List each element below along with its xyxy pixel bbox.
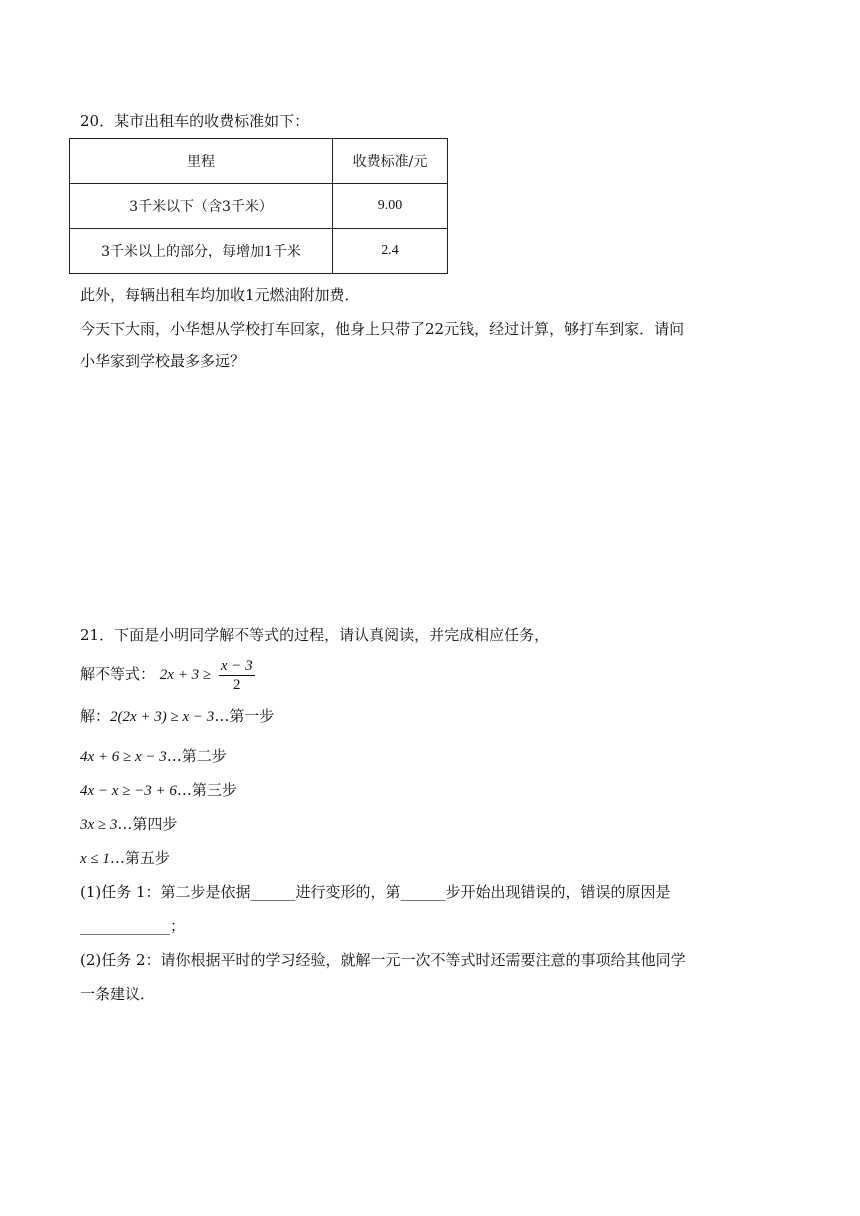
solve-prefix: 解不等式：	[80, 665, 156, 683]
q21-inequality	[80, 654, 255, 694]
cell-mileage: 3千米以上的部分，每增加1千米	[70, 229, 333, 274]
fraction-denominator: 2	[232, 676, 241, 693]
q20-question-line2: 小华家到学校最多多远？	[80, 352, 246, 370]
q21-intro: 21．下面是小明同学解不等式的过程，请认真阅读，并完成相应任务，	[80, 626, 550, 644]
step-math: 2(2x + 3) ≥ x − 3	[110, 709, 215, 725]
solution-step-4	[80, 813, 177, 834]
task2-line2: 一条建议．	[80, 985, 156, 1003]
inequality-fraction	[219, 657, 255, 694]
step-label: …第三步	[176, 781, 237, 799]
task1-line2: ____________；	[80, 917, 186, 935]
task1-line1: (1)任务 1：第二步是依据______进行变形的，第______步开始出现错误的，错误的原因是	[80, 883, 671, 901]
header-mileage: 里程	[70, 139, 333, 184]
task2-line1: (2)任务 2：请你根据平时的学习经验，就解一元一次不等式时还需要注意的事项给其他同学	[80, 951, 686, 969]
inequality-left: 2x + 3 ≥	[159, 667, 212, 683]
solution-step-5	[80, 847, 170, 868]
q20-intro: 20．某市出租车的收费标准如下：	[80, 112, 310, 130]
step-math: 4x − x ≥ −3 + 6	[80, 783, 177, 799]
cell-fee: 2.4	[333, 229, 448, 274]
step-label: …第四步	[117, 815, 178, 833]
header-fee: 收费标准/元	[333, 139, 448, 184]
table-row	[70, 184, 448, 229]
solution-step-2	[80, 745, 227, 766]
solution-step-1	[80, 705, 274, 726]
q20-note: 此外，每辆出租车均加收1元燃油附加费．	[80, 286, 360, 304]
solution-step-3	[80, 779, 237, 800]
step-label: …第一步	[214, 707, 275, 725]
fee-table	[69, 138, 448, 274]
cell-mileage: 3千米以下（含3千米）	[70, 184, 333, 229]
step-label: …第二步	[166, 747, 227, 765]
cell-fee: 9.00	[333, 184, 448, 229]
q20-question-line1: 今天下大雨，小华想从学校打车回家，他身上只带了22元钱，经过计算，够打车到家．请问	[80, 320, 685, 338]
step-label: …第五步	[109, 849, 170, 867]
solution-prefix: 解：	[80, 707, 111, 725]
table-row	[70, 229, 448, 274]
fraction-numerator: x − 3	[220, 657, 253, 674]
step-math: x ≤ 1	[80, 851, 110, 867]
step-math: 3x ≥ 3	[80, 817, 118, 833]
step-math: 4x + 6 ≥ x − 3	[80, 749, 167, 765]
table-header-row	[70, 139, 448, 184]
